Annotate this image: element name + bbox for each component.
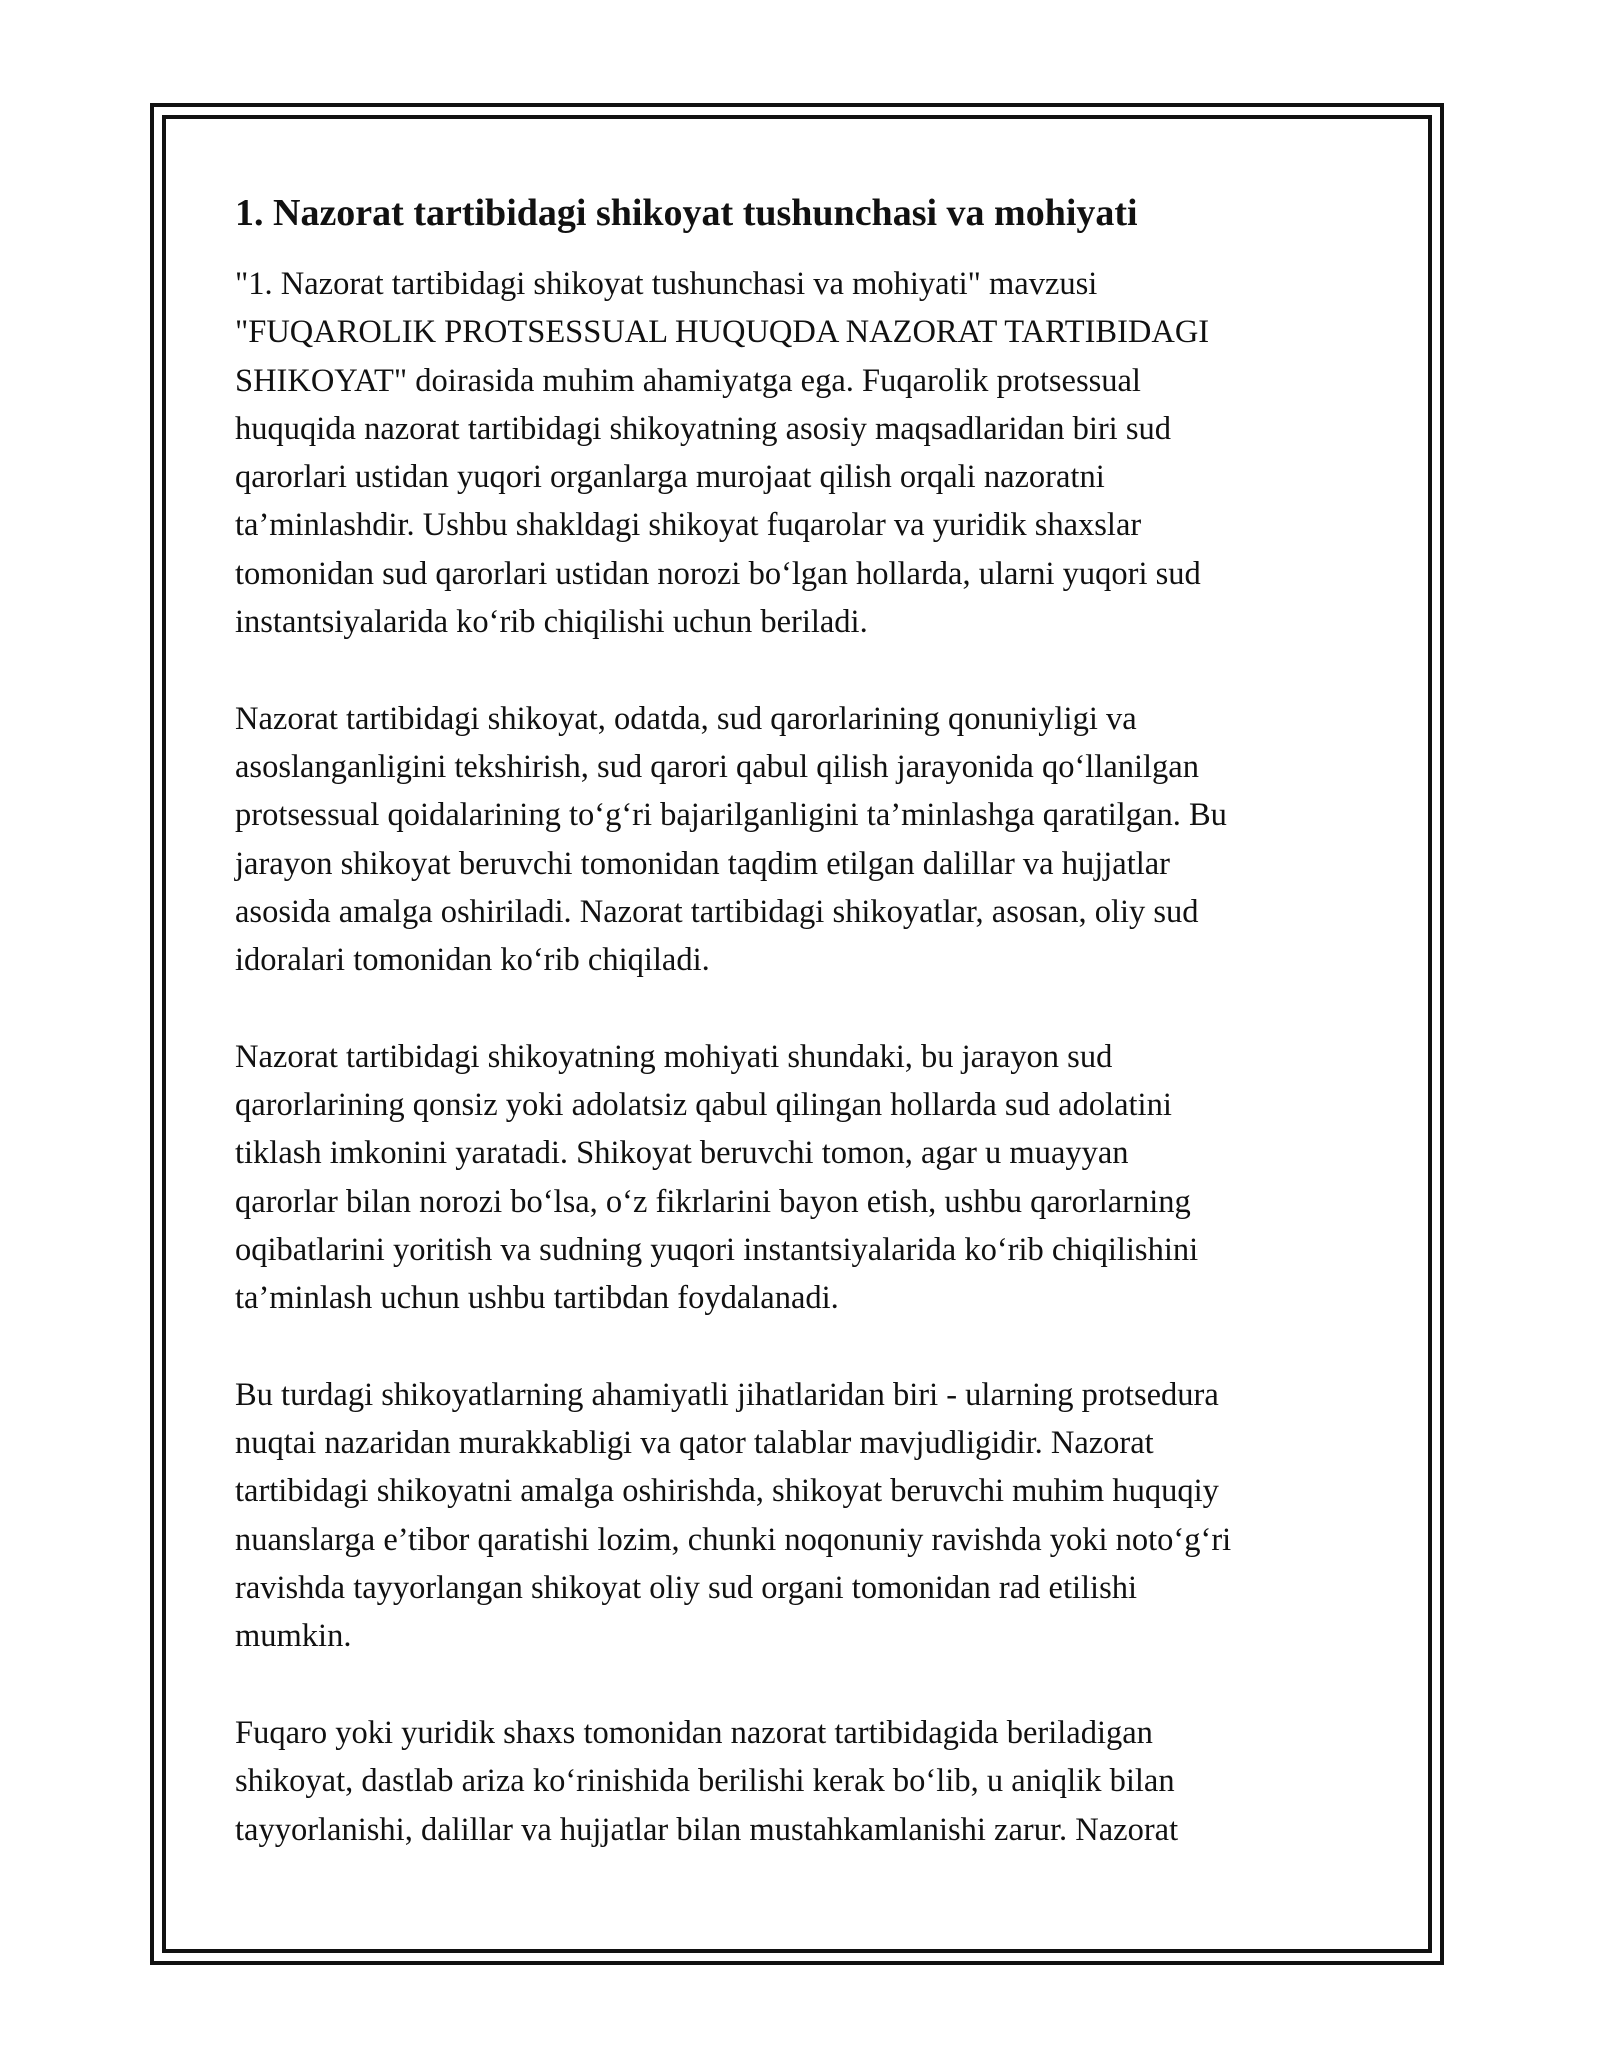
section-title: 1. Nazorat tartibidagi shikoyat tushunchasi va mohiyati: [235, 192, 1138, 234]
paragraph-3: Nazorat tartibidagi shikoyatning mohiyati shundaki, bu jarayon sud qarorlarining qonsiz yoki adolatsiz qabul qilingan hollarda sud adolatini tiklash imkonini yaratadi. Shikoyat beruvchi tomon, agar u muayyan qarorlar bilan norozi bo‘lsa, o‘z fikrlarini bayon etish, ushbu qarorlarning oqibatlarini yoritish va sudning yuqori instantsiyalarida ko‘rib chiqilishini ta’minlash uchun ushbu tartibdan foydalanadi.: [235, 1038, 1199, 1317]
paragraph-2: Nazorat tartibidagi shikoyat, odatda, sud qarorlarining qonuniyligi va asoslanganligini tekshirish, sud qarori qabul qilish jarayonida qo‘llanilgan protsessual qoidalarining to‘g‘ri bajarilganligini ta’minlashga qaratilgan. Bu jarayon shikoyat beruvchi tomonidan taqdim etilgan dalillar va hujjatlar asosida amalga oshiriladi. Nazorat tartibidagi shikoyatlar, asosan, oliy sud idoralari tomonidan ko‘rib chiqiladi.: [235, 700, 1227, 979]
document-body: [235, 188, 1370, 1902]
paragraph-4: Bu turdagi shikoyatlarning ahamiyatli jihatlaridan biri - ularning protsedura nuqtai nazaridan murakkabligi va qator talablar mavjudligidir. Nazorat tartibidagi shikoyatni amalga oshirishda, shikoyat beruvchi muhim huquqiy nuanslarga e’tibor qaratishi lozim, chunki noqonuniy ravishda yoki noto‘g‘ri ravishda tayyorlangan shikoyat oliy sud organi tomonidan rad etilishi mumkin.: [235, 1376, 1232, 1655]
paragraph-1: "1. Nazorat tartibidagi shikoyat tushunchasi va mohiyati" mavzusi "FUQAROLIK PROTSESSUAL HUQUQDA NAZORAT TARTIBIDAGI SHIKOYAT" doirasida muhim ahamiyatga ega. Fuqarolik protsessual huquqida nazorat tartibidagi shikoyatning asosiy maqsadlaridan biri sud qarorlari ustidan yuqori organlarga murojaat qilish orqali nazoratni ta’minlashdir. Ushbu shakldagi shikoyat fuqarolar va yuridik shaxslar tomonidan sud qarorlari ustidan norozi bo‘lgan hollarda, ularni yuqori sud instantsiyalarida ko‘rib chiqilishi uchun beriladi.: [235, 266, 1210, 641]
paragraph-5: Fuqaro yoki yuridik shaxs tomonidan nazorat tartibidagida beriladigan shikoyat, dastlab ariza ko‘rinishida berilishi kerak bo‘lib, u aniqlik bilan tayyorlanishi, dalillar va hujjatlar bilan mustahkamlanishi zarur. Nazorat: [235, 1714, 1179, 1848]
